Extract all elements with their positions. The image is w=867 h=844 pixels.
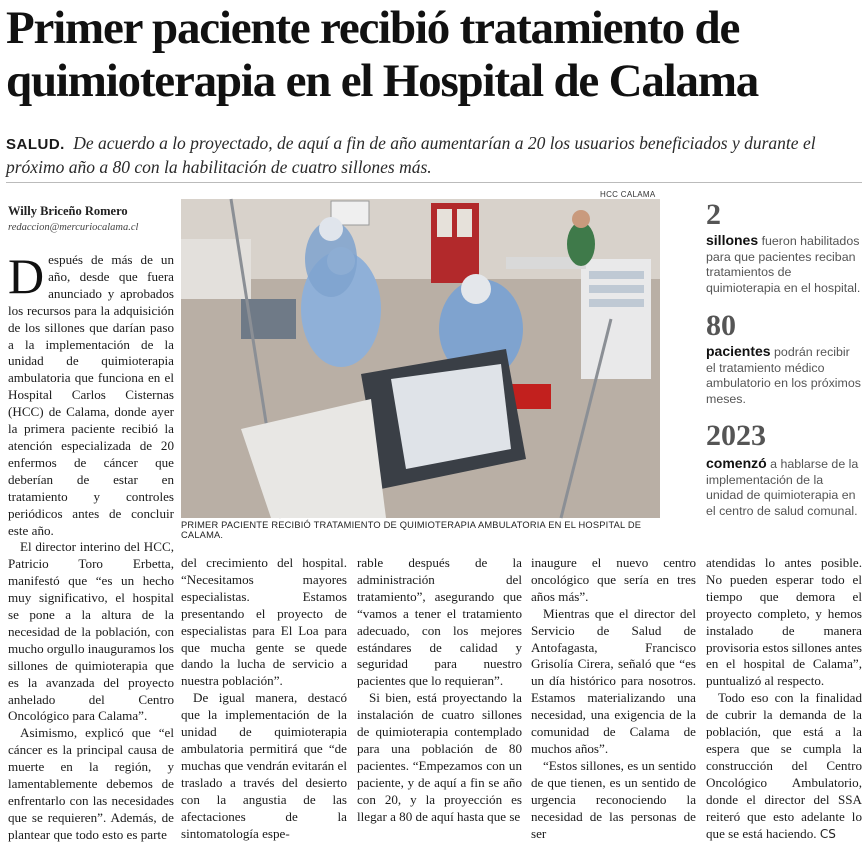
paragraph-text: Todo eso con la finalidad de cubrir la demanda de la población, que está a la espera que se cumpla la construcción del Centro Oncológico Ambulatorio, donde el director del SSA reiteró que esto adelante lo que se está haciendo. [706,690,862,841]
stat-bold: comenzó [706,455,767,471]
article-column-4 [531,555,696,841]
paragraph: “Estos sillones, es un sentido de que tienen, es un sentido de urgencia reconociendo la necesidad de las personas de ser [531,757,696,841]
stat-description-3 [706,456,862,519]
header-divider [6,182,862,183]
article-lead [6,132,862,178]
paragraph: rable después de la administración del tratamiento”, asegurando que “vamos a tener el tratamiento adecuado, con los mejores estándares de calidad y seguridad para nuestro pacientes que lo requieran”. [357,555,522,689]
photo-caption: PRIMER PACIENTE RECIBIÓ TRATAMIENTO DE QUIMIOTERAPIA AMBULATORIA EN EL HOSPITAL DE CALAMA. [181,520,642,540]
photo-credit: HCC CALAMA [600,190,656,199]
paragraph: atendidas lo antes posible. No pueden esperar todo el tiempo que demora el proyecto completo, y hemos instalado de manera provisoria estos sillones antes en el hospital de Calama”, puntualizó al respecto. [706,555,863,689]
stat-number-2: 80 [706,309,736,342]
stat-description-1 [706,233,862,296]
author-email: redaccion@mercuriocalama.cl [8,222,139,233]
article-column-3 [357,555,522,824]
paragraph: De igual manera, destacó que la implementación de la unidad de quimioterapia ambulatoria permitirá que “de muchas que vendrán evitarán el traslado a través del desierto con la angustia de las afectaciones de la sintomatología espe- [181,690,347,841]
stat-bold: sillones [706,232,759,248]
paragraph: Asimismo, explicó que “el cáncer es la principal causa de muerte en la región, y lamentablemente debemos de enfrentarlo con las necesidades que se requieren”. Además, de plantear que todo esto es parte [8,725,174,842]
paragraph: Si bien, está proyectando la instalación de cuatro sillones de quimioterapia contemplado para una población de 80 pacientes. “Empezamos con un paciente, y de aquí a fin se año con 20, y la proyección es llegar a 80 de aquí hasta que se [357,690,522,824]
paragraph [8,248,174,539]
paragraph [706,690,862,842]
article-photo [181,199,660,518]
author-name: Willy Briceño Romero [8,204,128,218]
stat-text: a hablarse de la implementación de la unidad de quimioterapia en el centro de salud comunal. [706,457,859,518]
chemotherapy-room-illustration [181,199,660,518]
stat-number-3: 2023 [706,419,766,452]
paragraph: El director interino del HCC, Patricio Toro Erbetta, manifestó que “es un hecho muy significativo, el hospital se pone a la altura de la necesidad de la población, con mucho orgullo inauguramos los sillones de quimioterapia que es la avanzada del proyecto anhelado del Centro Oncológico para Calama”. [8,539,174,724]
stat-text: fueron habilitados para que pacientes reciban tratamientos de quimioterapia en el hospital. [706,234,861,295]
paragraph: inaugure el nuevo centro oncológico que sería en tres años más”. [531,555,696,604]
paragraph: Mientras que el director del Servicio de Salud de Antofagasta, Francisco Grisolía Cirera, señaló que “es un día histórico para nosotros. Estamos materializando una necesidad, una exigencia de la comunidad de Calama de muchos años”. [531,605,696,756]
paragraph: del crecimiento del hospital. “Necesitamos mayores especialistas. Estamos presentando el proyecto de especialistas para El Loa para que mucha gente se quede dando la lucha de servicio a nuestra población”. [181,555,347,689]
drop-cap: D [8,248,45,304]
stat-text: podrán recibir el tratamiento médico ambulatorio en los próximos meses. [706,345,861,406]
stat-bold: pacientes [706,343,771,359]
article-column-5 [706,555,863,841]
article-column-2 [181,555,347,841]
end-mark: CS [819,826,836,841]
lead-text: De acuerdo a lo proyectado, de aquí a fin de año aumentarían a 20 los usuarios beneficiados y durante el próximo año a 80 con la habilitación de cuatro sillones más. [6,133,816,177]
article-headline: Primer paciente recibió tratamiento de quimioterapia en el Hospital de Calama [6,2,759,107]
section-label: SALUD. [6,136,65,153]
article-column-1 [8,248,174,842]
stat-description-2 [706,344,862,407]
stat-number-1: 2 [706,198,721,231]
paragraph-text: espués de más de un año, desde que fuera anunciado y aprobados los recursos para la adquisición de los sillones que darían paso a la implementación de la unidad de quimioterapia ambulatoria que funciona en el Hospital Carlos Cisternas (HCC) de Calama, donde ayer la primera paciente recibió la atención especializada de 20 enfermos de cáncer que deberían de estar en tratamiento y controles periódicos antes de concluir este año. [8,252,174,538]
